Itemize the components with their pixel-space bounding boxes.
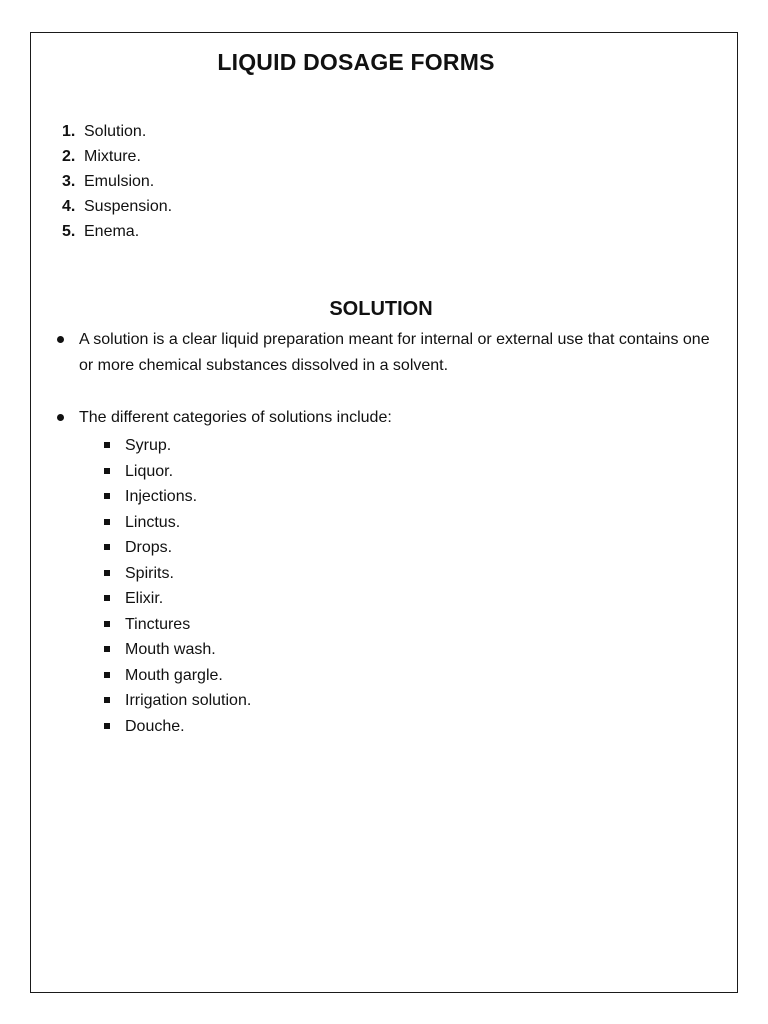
category-label: Syrup. (125, 437, 172, 454)
category-label: Injections. (125, 488, 198, 505)
page-title: LIQUID DOSAGE FORMS (217, 49, 495, 75)
list-item (62, 169, 172, 194)
definition-text: A solution is a clear liquid preparation meant for internal or external use that contains one or more chemical substances dissolved in a solvent. (79, 331, 710, 374)
square-bullet-icon (104, 723, 110, 729)
bullet-dot-icon (57, 336, 64, 343)
square-bullet-icon (104, 442, 110, 448)
category-label: Drops. (125, 539, 173, 556)
category-label: Mouth gargle. (125, 666, 223, 684)
list-item-label: Suspension. (84, 198, 173, 215)
list-item (125, 561, 251, 587)
list-item-number: 2. (62, 148, 76, 165)
list-item (125, 612, 251, 638)
category-label: Mouth wash. (125, 641, 216, 658)
list-item-label: Solution. (84, 123, 147, 140)
categories-intro-paragraph (79, 405, 719, 431)
square-bullet-icon (104, 519, 110, 525)
category-label: Tinctures (125, 615, 191, 633)
list-item (125, 714, 251, 740)
category-label: Linctus. (125, 513, 181, 531)
list-item-number: 5. (62, 223, 76, 240)
list-item-label: Emulsion. (84, 173, 155, 190)
bullet-dot-icon (57, 414, 64, 421)
square-bullet-icon (104, 697, 110, 703)
list-item (125, 433, 251, 459)
category-label: Douche. (125, 717, 185, 735)
square-bullet-icon (104, 646, 110, 652)
list-item-number: 3. (62, 173, 76, 190)
dosage-forms-list (62, 119, 172, 244)
list-item (125, 535, 251, 561)
category-label: Irrigation solution. (125, 692, 252, 709)
square-bullet-icon (104, 621, 110, 627)
square-bullet-icon (104, 468, 110, 474)
square-bullet-icon (104, 672, 110, 678)
square-bullet-icon (104, 544, 110, 550)
list-item (125, 663, 251, 689)
list-item (62, 194, 172, 219)
list-item (125, 459, 251, 485)
list-item (125, 484, 251, 510)
section-heading-solution: SOLUTION (329, 298, 433, 320)
list-item-label: Mixture. (84, 148, 141, 165)
list-item (62, 144, 172, 169)
list-item-number: 1. (62, 123, 76, 140)
list-item (125, 510, 251, 536)
list-item-label: Enema. (84, 223, 140, 240)
document-page (30, 32, 738, 993)
category-label: Elixir. (125, 590, 164, 607)
list-item-number: 4. (62, 198, 76, 215)
category-label: Liquor. (125, 462, 174, 480)
list-item (62, 119, 172, 144)
list-item (125, 688, 251, 714)
definition-paragraph (79, 327, 719, 379)
list-item (125, 586, 251, 612)
square-bullet-icon (104, 595, 110, 601)
category-label: Spirits. (125, 564, 174, 582)
list-item (125, 637, 251, 663)
square-bullet-icon (104, 570, 110, 576)
list-item (62, 219, 172, 244)
square-bullet-icon (104, 493, 110, 499)
solution-categories-list (125, 433, 251, 739)
categories-intro-text: The different categories of solutions include: (79, 409, 392, 426)
